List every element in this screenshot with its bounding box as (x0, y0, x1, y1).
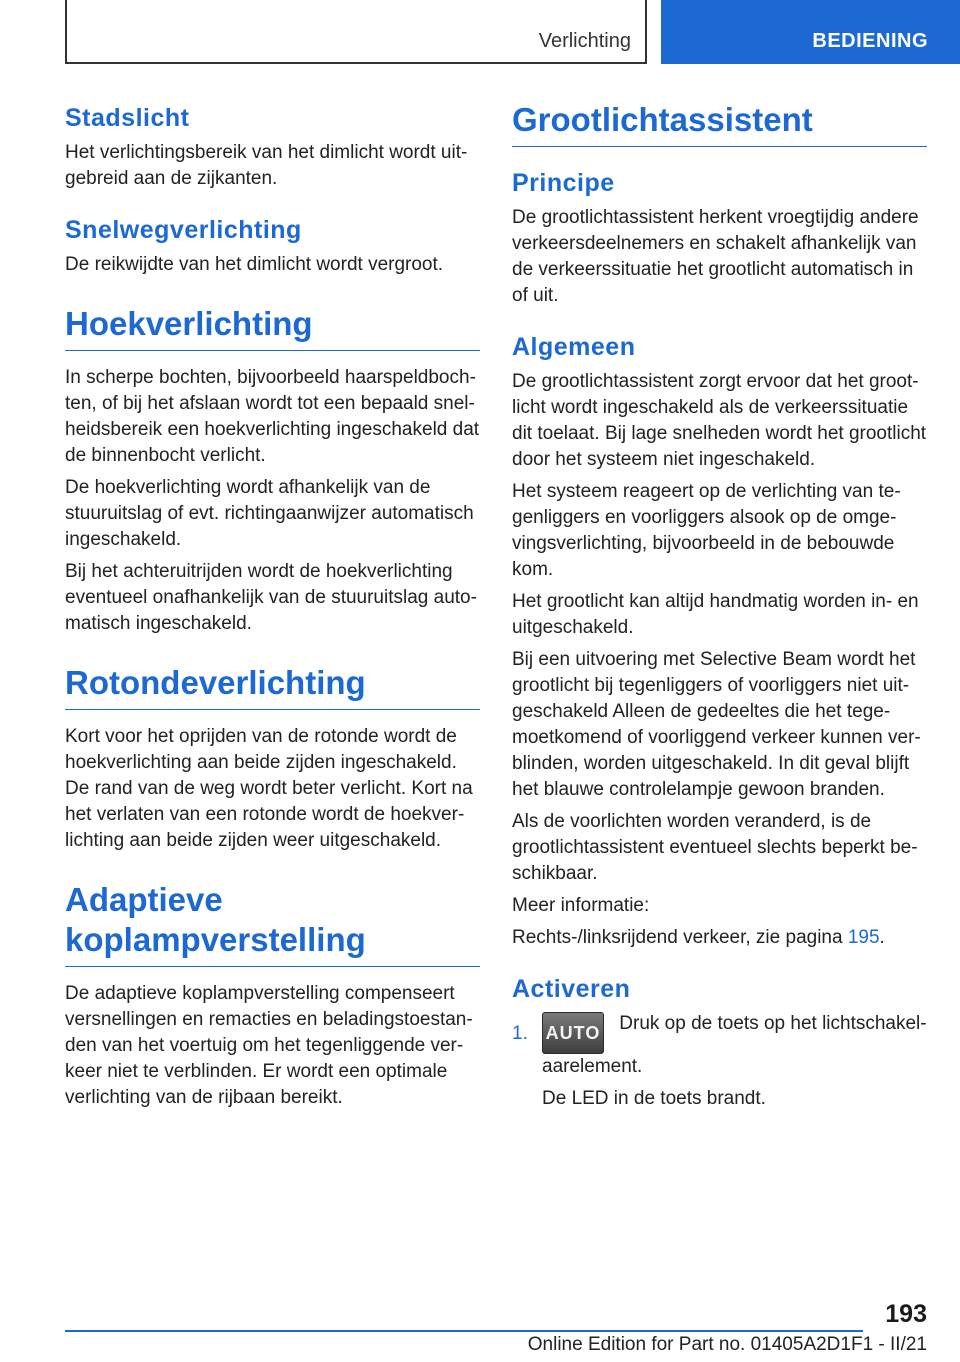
heading-adaptieve-line2: koplampverstelling (65, 921, 366, 958)
text-algemeen-2: Het systeem reageert op de verlichting van tegenliggers en voorliggers alsook op de omgevingsverlichting, bijvoorbeeld in de bebouwde kom. (512, 481, 901, 580)
heading-adaptieve-line1: Adaptieve (65, 881, 223, 918)
heading-principe: Principe (512, 169, 615, 197)
heading-algemeen: Algemeen (512, 333, 636, 361)
text-algemeen-7 (512, 925, 927, 951)
header-chapter-tab[interactable] (661, 0, 960, 64)
step-1-instruction: Druk op de toets op het lichtschakelaarelement. (542, 1013, 927, 1077)
heading-activeren: Activeren (512, 975, 631, 1003)
text-hoekverlichting-2: De hoekverlichting wordt afhankelijk van de stuuruitslag of evt. richtingaanwijzer automatisch ingeschakeld. (65, 477, 474, 550)
step-1-note: De LED in de toets brandt. (542, 1088, 766, 1109)
page-number: 193 (885, 1300, 927, 1328)
step-1 (512, 1011, 927, 1118)
text-algemeen-4: Bij een uitvoering met Selective Beam wordt het grootlicht bij tegenliggers of voorliggers niet uitgeschakeld Alleen de gedeeltes die het tegemoetkomend of voorliggend verkeer kunnen verblinden, worden uitgeschakeld. In dit geval blijft het blauwe controlelampje gewoon branden. (512, 649, 921, 800)
page-link-195[interactable]: 195 (847, 927, 880, 948)
text-adaptieve-koplampverstelling: De adaptieve koplampverstelling compenseert versnellingen en remacties en beladingstoestanden van het voertuig om het tegenliggende verkeer niet te verblinden. Er wordt een optimale verlichting van de rijbaan bereikt. (65, 983, 473, 1108)
text-hoekverlichting-1: In scherpe bochten, bijvoorbeeld haarspeldbochten, of bij het afslaan wordt tot een bepaald snelheidsbereik een hoekverlichting ingeschakeld dat de binnenbocht verlicht. (65, 367, 480, 466)
header-section-title: Verlichting (538, 30, 631, 52)
left-column (65, 100, 480, 1117)
step-number: 1. (512, 1023, 528, 1044)
text-principe: De grootlichtassistent herkent vroegtijdig andere verkeersdeelnemers en schakelt afhankelijk van de verkeerssituatie het grootlicht automatisch in of uit. (512, 207, 919, 306)
header-section-box (65, 0, 647, 64)
text-algemeen-3: Het grootlicht kan altijd handmatig worden in- en uitgeschakeld. (512, 591, 919, 638)
heading-stadslicht: Stadslicht (65, 104, 190, 132)
text-algemeen-6: Meer informatie: (512, 895, 650, 916)
text-hoekverlichting-3: Bij het achteruitrijden wordt de hoekverlichting eventueel onafhankelijk van de stuuruitslag automatisch ingeschakeld. (65, 561, 477, 634)
step-1-text (542, 1011, 927, 1080)
crossref-end: . (879, 927, 885, 948)
auto-button-icon: AUTO (542, 1012, 604, 1054)
heading-grootlichtassistent: Grootlichtassistent (512, 100, 927, 147)
heading-hoekverlichting: Hoekverlichting (65, 304, 480, 351)
heading-adaptieve-koplampverstelling (65, 880, 480, 967)
header-chapter-title: BEDIENING (812, 30, 928, 52)
footer-divider (65, 1330, 863, 1332)
crossref-text: Rechts-/linksrijdend verkeer, zie pagina (512, 927, 848, 948)
right-column (512, 100, 927, 1118)
footer-edition: Online Edition for Part no. 01405A2D1F1 - II/21 (527, 1334, 927, 1355)
text-rotondeverlichting: Kort voor het oprijden van de rotonde wordt de hoekverlichting aan beide zijden ingeschakeld. De rand van de weg wordt beter verlicht. Kort na het verlaten van een rotonde wordt de hoekverlichting aan beide zijden weer uitgeschakeld. (65, 726, 473, 851)
heading-rotondeverlichting: Rotondeverlichting (65, 663, 480, 710)
text-snelwegverlichting: De reikwijdte van het dimlicht wordt vergroot. (65, 254, 444, 275)
heading-snelwegverlichting: Snelwegverlichting (65, 216, 302, 244)
text-stadslicht: Het verlichtingsbereik van het dimlicht wordt uitgebreid aan de zijkanten. (65, 142, 468, 189)
text-algemeen-1: De grootlichtassistent zorgt ervoor dat het grootlicht wordt ingeschakeld als de verkeerssituatie dit toelaat. Bij lage snelheden wordt het grootlicht door het systeem niet ingeschakeld. (512, 371, 927, 470)
text-algemeen-5: Als de voorlichten worden veranderd, is de grootlichtassistent eventueel slechts beperkt beschikbaar. (512, 811, 918, 884)
